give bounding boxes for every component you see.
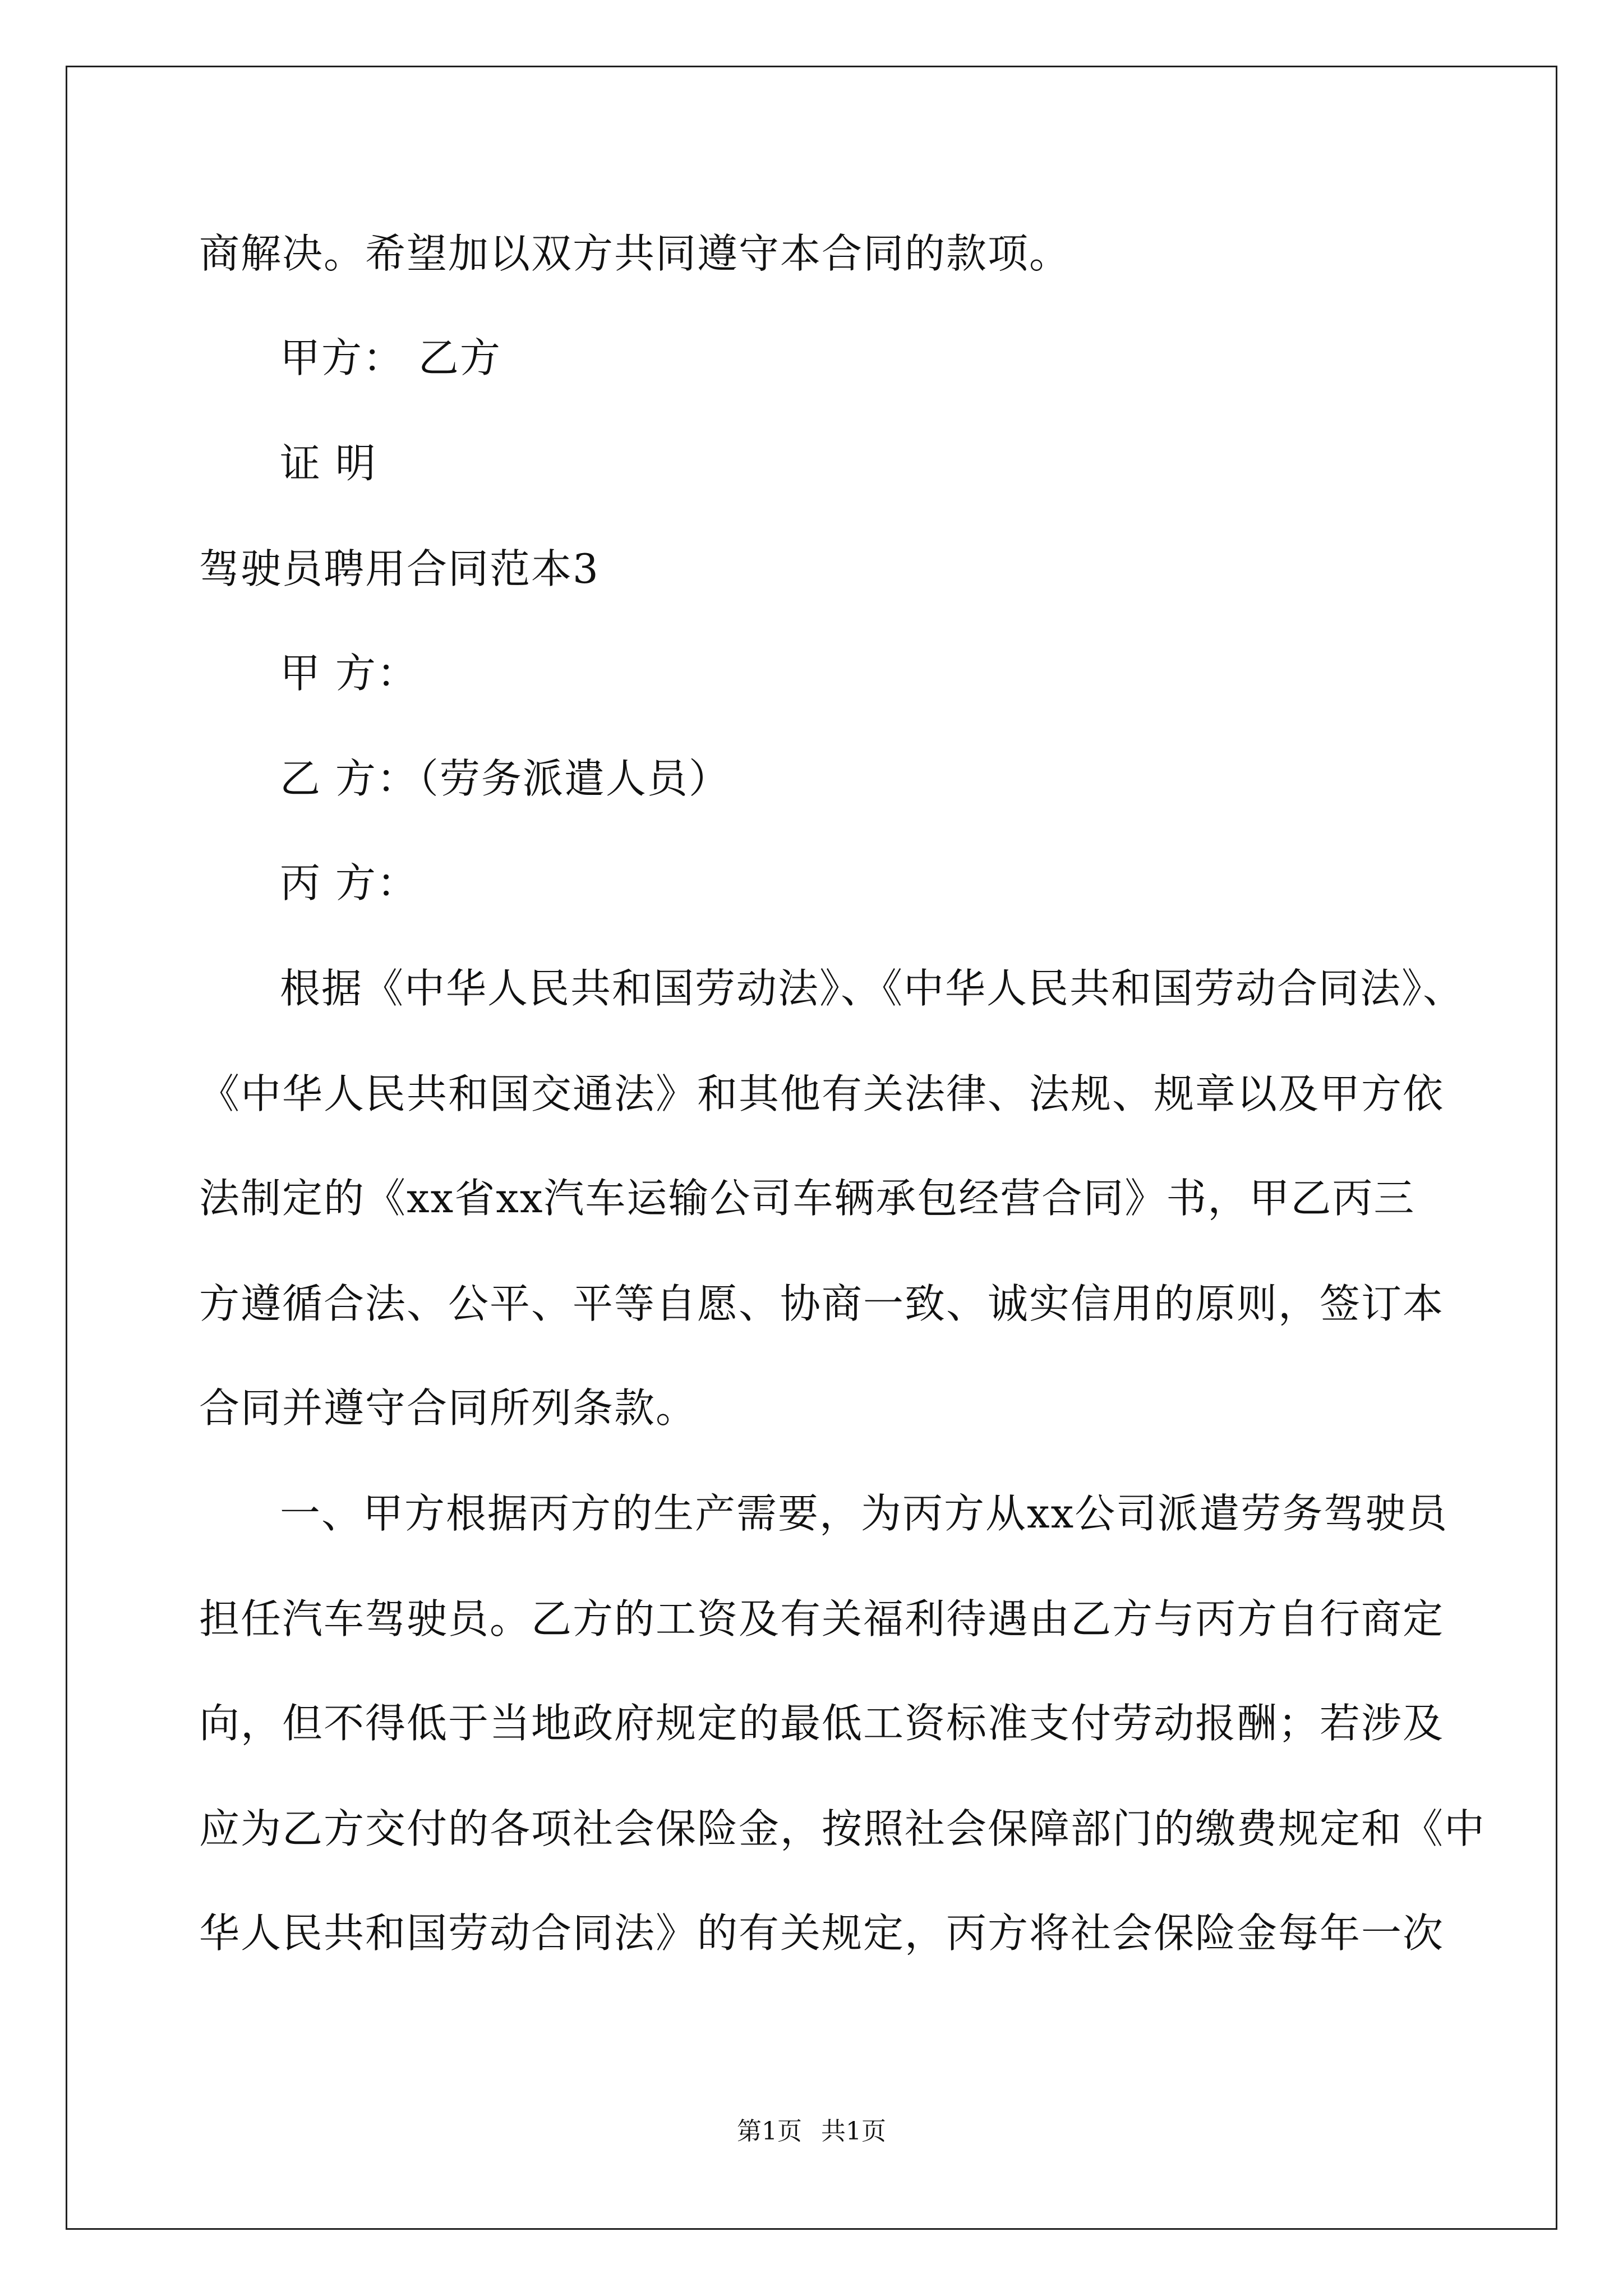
page-footer [0,2115,1623,2148]
text-line: 丙 方： [280,859,418,907]
text-line: 法制定的《xx省xx汽车运输公司车辆承包经营合同》书，甲乙丙三 [199,1175,1415,1222]
text-line: 《中华人民共和国交通法》和其他有关法律、法规、规章以及甲方依 [199,1070,1445,1117]
text-line: 合同并遵守合同所列条款。 [199,1384,698,1432]
text-line: 方遵循合法、公平、平等自愿、协商一致、诚实信用的原则，签订本 [199,1280,1445,1327]
text-line: 一、甲方根据丙方的生产需要，为丙方从xx公司派遣劳务驾驶员 [280,1490,1449,1537]
section-title: 驾驶员聘用合同范本3 [199,545,600,592]
page-number: 第1页 [737,2117,802,2146]
text-line: 乙 方：（劳务派遣人员） [280,755,730,802]
text-line: 应为乙方交付的各项社会保险金，按照社会保障部门的缴费规定和《中 [199,1805,1486,1852]
text-line: 向，但不得低于当地政府规定的最低工资标准支付劳动报酬；若涉及 [199,1700,1445,1747]
text-line: 商解决。希望加以双方共同遵守本合同的款项。 [199,230,1071,277]
text-line: 甲方： 乙方 [280,334,501,381]
text-line: 根据《中华人民共和国劳动法》、《中华人民共和国劳动合同法》、 [280,965,1465,1012]
page-total: 共1页 [821,2117,886,2146]
text-line: 华人民共和国劳动合同法》的有关规定，丙方将社会保险金每年一次 [199,1910,1445,1957]
text-line: 甲 方： [280,650,418,697]
text-line: 证 明 [280,440,377,487]
text-line: 担任汽车驾驶员。乙方的工资及有关福利待遇由乙方与丙方自行商定 [199,1595,1445,1642]
